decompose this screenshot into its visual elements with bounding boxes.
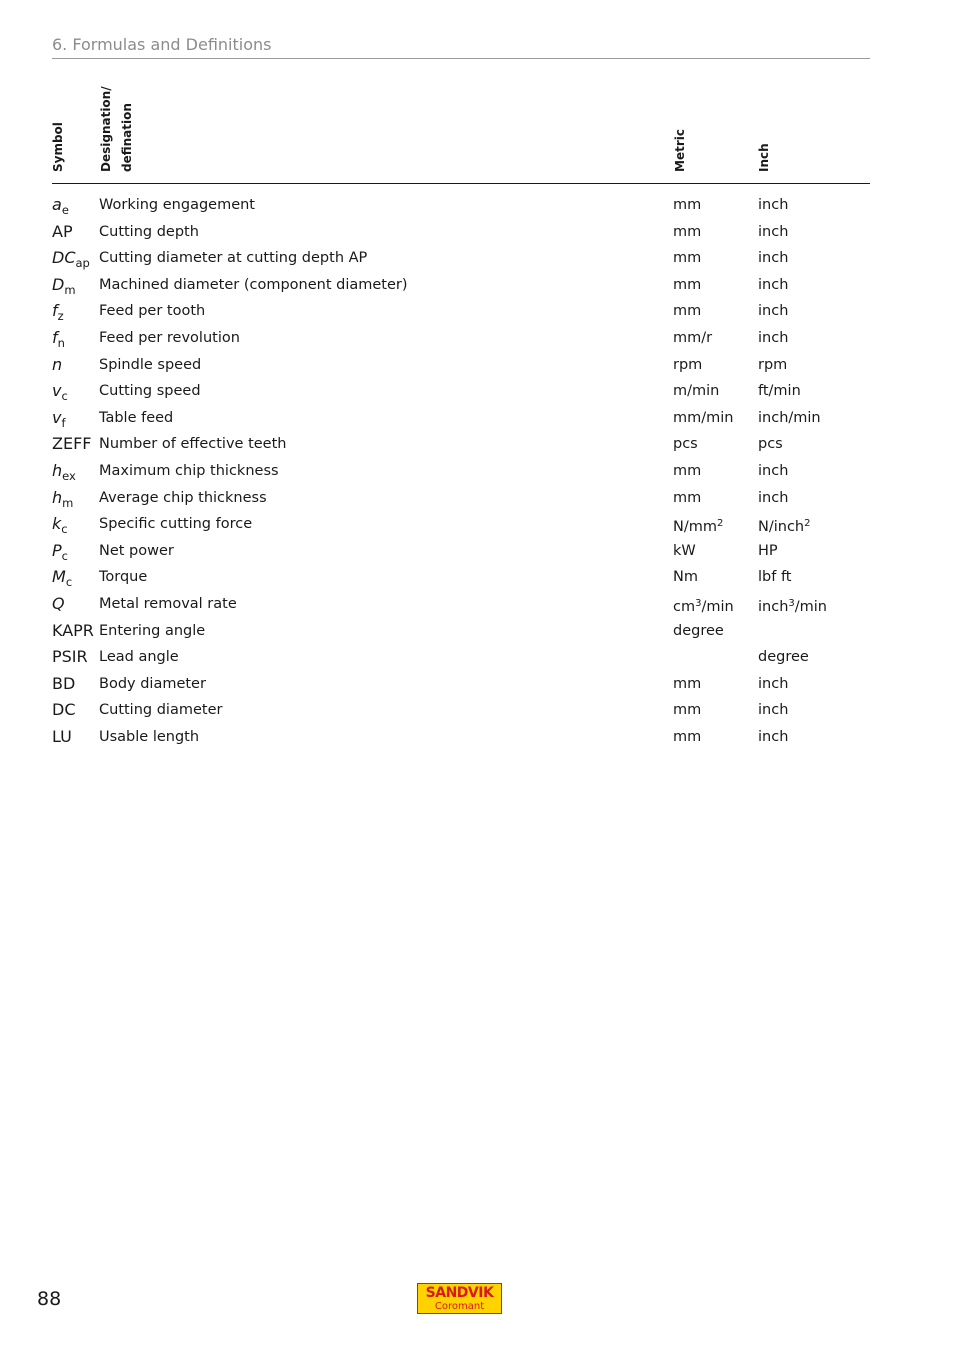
inch-unit-text: inch — [758, 489, 789, 506]
symbol-base: Q — [52, 593, 65, 613]
symbol-cell — [52, 594, 65, 614]
designation-cell: Torque — [99, 569, 148, 586]
symbol-cell — [52, 621, 94, 641]
table-row — [52, 564, 870, 591]
table-row — [52, 405, 870, 432]
symbol-subscript: m — [64, 282, 76, 297]
symbol-base: v — [52, 381, 62, 401]
table-row — [52, 618, 870, 645]
metric-unit-text: mm — [673, 303, 702, 320]
inch-unit-cell — [758, 461, 788, 481]
inch-unit-cell — [758, 488, 788, 508]
symbol-base: DC — [52, 700, 76, 720]
designation-cell: Body diameter — [99, 675, 206, 692]
table-row — [52, 378, 870, 405]
symbol-subscript: c — [61, 522, 68, 537]
metric-unit-text: N/mm — [673, 519, 717, 536]
inch-unit-text: inch — [758, 675, 789, 692]
inch-unit-cell — [758, 222, 788, 242]
symbol-cell — [52, 275, 76, 300]
designation-cell: Cutting diameter — [99, 702, 223, 719]
designation-cell: Cutting speed — [99, 383, 201, 400]
inch-unit-text: rpm — [758, 356, 788, 373]
symbol-cell — [52, 355, 62, 375]
metric-unit-text: pcs — [673, 436, 698, 453]
designation-cell: Table feed — [99, 409, 174, 426]
symbol-base: KAPR — [52, 620, 94, 640]
table-row — [52, 458, 870, 485]
table-row — [52, 431, 870, 458]
metric-unit-text: mm — [673, 197, 702, 213]
inch-unit-text: degree — [758, 649, 809, 666]
designation-cell: Cutting depth — [99, 223, 199, 240]
metric-unit-cell — [673, 488, 701, 508]
metric-unit-cell — [673, 434, 698, 454]
inch-unit-cell — [758, 674, 788, 694]
metric-unit-text: mm — [673, 223, 702, 240]
metric-unit-text: mm — [673, 702, 702, 719]
designation-cell: Spindle speed — [99, 356, 202, 373]
table-row — [52, 192, 870, 219]
inch-unit-text: lbf ft — [758, 569, 792, 586]
symbol-subscript: e — [61, 203, 69, 217]
metric-unit-cell — [673, 594, 734, 617]
symbol-cell — [52, 514, 68, 539]
inch-unit-text: inch — [758, 223, 789, 240]
designation-cell: Feed per revolution — [99, 329, 240, 346]
symbol-cell — [52, 301, 64, 326]
inch-unit-cell — [758, 514, 811, 537]
metric-unit-text: cm — [673, 598, 696, 615]
table-row — [52, 298, 870, 325]
symbol-cell — [52, 434, 91, 454]
column-header-metric: Metric — [673, 129, 687, 172]
metric-unit-exponent: 2 — [716, 518, 724, 530]
symbol-base: LU — [52, 726, 72, 746]
table-row — [52, 352, 870, 379]
logo-subtitle: Coromant — [434, 1301, 485, 1312]
symbol-cell — [52, 727, 72, 747]
designation-cell: Number of effective teeth — [99, 436, 287, 453]
symbol-base: k — [52, 514, 62, 534]
section-title: 6. Formulas and Definitions — [52, 35, 272, 54]
inch-unit-cell — [758, 275, 788, 295]
symbol-base: P — [52, 540, 62, 560]
designation-cell: Machined diameter (component diameter) — [99, 276, 408, 293]
inch-unit-cell — [758, 594, 827, 617]
metric-unit-text: mm — [673, 462, 702, 479]
table-row — [52, 591, 870, 618]
table-row — [52, 485, 870, 512]
metric-unit-cell — [673, 674, 701, 694]
inch-unit-suffix: /min — [794, 598, 827, 615]
metric-unit-text: kW — [673, 542, 696, 559]
designation-cell: Cutting diameter at cutting depth AP — [99, 250, 368, 267]
symbol-cell — [52, 700, 76, 720]
metric-unit-text: m/min — [673, 383, 720, 400]
metric-unit-cell — [673, 248, 701, 268]
symbol-cell — [52, 541, 68, 566]
inch-unit-cell — [758, 248, 788, 268]
inch-unit-cell — [758, 355, 787, 375]
inch-unit-text: inch — [758, 598, 789, 615]
inch-unit-cell — [758, 541, 778, 561]
table-row — [52, 325, 870, 352]
symbol-base: BD — [52, 673, 76, 693]
metric-unit-cell — [673, 700, 701, 720]
table-row — [52, 697, 870, 724]
designation-cell: Usable length — [99, 728, 200, 745]
metric-unit-cell — [673, 567, 698, 587]
table-row — [52, 245, 870, 272]
symbol-base: a — [52, 195, 62, 214]
symbol-cell — [52, 222, 73, 242]
metric-unit-suffix: /min — [701, 598, 734, 615]
inch-unit-text: inch — [758, 462, 789, 479]
symbol-cell — [52, 674, 75, 694]
symbol-subscript: ex — [62, 468, 76, 483]
table-row — [52, 511, 870, 538]
sandvik-coromant-logo — [417, 1283, 502, 1314]
table-row — [52, 724, 870, 751]
metric-unit-cell — [673, 381, 719, 401]
symbol-base: PSIR — [52, 647, 88, 667]
table-row — [52, 272, 870, 299]
metric-unit-text: mm — [673, 489, 702, 506]
metric-unit-cell — [673, 408, 733, 428]
table-row — [52, 671, 870, 698]
metric-unit-text: mm/min — [673, 409, 734, 426]
symbol-cell — [52, 461, 76, 486]
inch-unit-cell — [758, 700, 788, 720]
inch-unit-text: inch — [758, 197, 789, 213]
symbol-base: h — [52, 487, 63, 507]
inch-unit-text: inch — [758, 303, 789, 320]
inch-unit-text: ft/min — [758, 383, 801, 400]
page-number: 88 — [37, 1288, 62, 1310]
inch-unit-text: pcs — [758, 436, 783, 453]
inch-unit-text: HP — [758, 542, 778, 559]
inch-unit-text: inch — [758, 329, 789, 346]
symbol-cell — [52, 195, 69, 220]
table-row — [52, 538, 870, 565]
symbol-cell — [52, 381, 68, 406]
table-row — [52, 219, 870, 246]
inch-unit-cell — [758, 328, 788, 348]
symbol-subscript: ap — [75, 256, 90, 271]
metric-unit-text: Nm — [673, 569, 698, 586]
symbol-subscript: c — [61, 389, 68, 404]
metric-unit-text: degree — [673, 622, 724, 639]
inch-unit-cell — [758, 727, 788, 747]
inch-unit-exponent: 3 — [788, 597, 795, 609]
symbol-subscript: z — [57, 309, 64, 324]
metric-unit-cell — [673, 621, 724, 641]
metric-unit-text: mm — [673, 728, 702, 745]
header-divider — [52, 183, 870, 184]
inch-unit-cell — [758, 195, 788, 215]
symbol-base: DC — [52, 248, 76, 268]
inch-unit-cell — [758, 381, 801, 401]
symbol-cell — [52, 248, 90, 273]
metric-unit-cell — [673, 727, 701, 747]
symbol-subscript: n — [57, 335, 65, 350]
metric-unit-cell — [673, 301, 701, 321]
symbol-base: D — [52, 274, 65, 294]
column-header-designation-line1: Designation/ — [99, 86, 113, 172]
designation-cell: Working engagement — [99, 197, 255, 213]
column-header-inch: Inch — [757, 143, 771, 172]
inch-unit-cell — [758, 408, 821, 428]
symbol-cell — [52, 647, 88, 667]
symbol-subscript: f — [61, 415, 66, 430]
symbol-cell — [52, 328, 65, 353]
symbol-base: f — [52, 327, 58, 347]
symbol-subscript: m — [62, 495, 74, 510]
metric-unit-cell — [673, 328, 712, 348]
metric-unit-cell — [673, 355, 702, 375]
inch-unit-cell — [758, 301, 788, 321]
inch-unit-cell — [758, 647, 809, 667]
symbol-base: AP — [52, 221, 73, 241]
inch-unit-text: inch — [758, 728, 789, 745]
metric-unit-text: mm — [673, 250, 702, 267]
inch-unit-text: inch — [758, 702, 789, 719]
symbol-base: ZEFF — [52, 434, 92, 454]
symbol-subscript: c — [61, 548, 68, 563]
column-header-symbol: Symbol — [51, 122, 65, 172]
metric-unit-cell — [673, 541, 696, 561]
metric-unit-cell — [673, 195, 701, 215]
metric-unit-cell — [673, 275, 701, 295]
symbol-base: f — [52, 301, 58, 321]
metric-unit-cell — [673, 222, 701, 242]
metric-unit-text: mm/r — [673, 329, 713, 346]
symbol-base: M — [52, 567, 66, 587]
designation-cell: Maximum chip thickness — [99, 462, 279, 479]
designation-cell: Metal removal rate — [99, 595, 237, 612]
designation-cell: Lead angle — [99, 649, 179, 666]
column-header-designation-line2: defination — [120, 103, 134, 172]
symbol-base: v — [52, 407, 62, 427]
designation-cell: Average chip thickness — [99, 489, 267, 506]
inch-unit-text: inch — [758, 250, 789, 267]
inch-unit-exponent: 2 — [804, 518, 811, 530]
metric-unit-cell — [673, 514, 723, 537]
definitions-table — [52, 192, 870, 750]
designation-cell: Entering angle — [99, 622, 206, 639]
symbol-cell — [52, 488, 73, 513]
metric-unit-text: rpm — [673, 356, 703, 373]
inch-unit-cell — [758, 434, 783, 454]
metric-unit-text: mm — [673, 675, 702, 692]
metric-unit-text: mm — [673, 276, 702, 293]
title-divider — [52, 58, 870, 59]
table-row — [52, 644, 870, 671]
inch-unit-cell — [758, 567, 791, 587]
metric-unit-exponent: 3 — [695, 597, 702, 609]
symbol-cell — [52, 408, 66, 433]
symbol-base: h — [52, 460, 63, 480]
designation-cell: Feed per tooth — [99, 303, 206, 320]
symbol-base: n — [52, 354, 63, 374]
symbol-subscript: c — [65, 575, 73, 590]
designation-cell: Specific cutting force — [99, 516, 253, 533]
inch-unit-text: N/inch — [758, 519, 805, 536]
metric-unit-cell — [673, 461, 701, 481]
inch-unit-text: inch — [758, 276, 789, 293]
symbol-cell — [52, 567, 72, 592]
inch-unit-text: inch/min — [758, 409, 821, 426]
designation-cell: Net power — [99, 542, 174, 559]
logo-wordmark: SANDVIK — [425, 1285, 494, 1301]
